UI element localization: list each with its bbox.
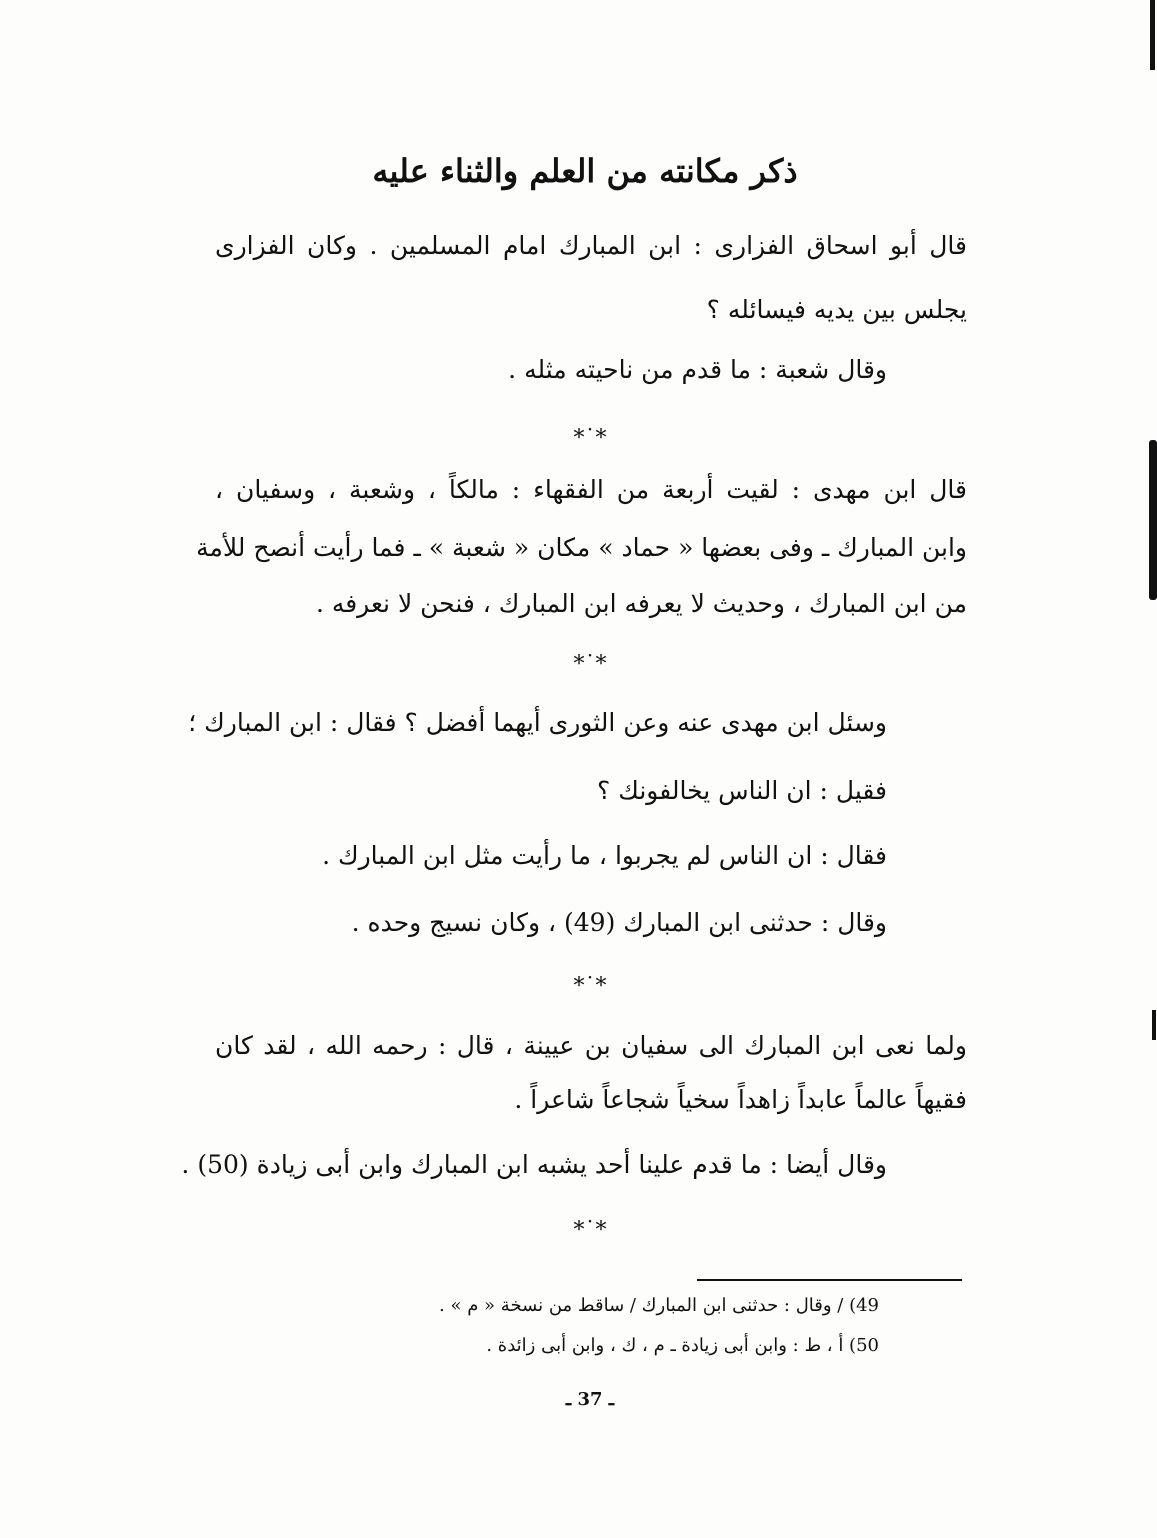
page-number: ـ 37 ـ [565, 1389, 615, 1410]
paragraph-line: فقال : ان الناس لم يجربوا ، ما رأيت مثل ابن المبارك . [322, 841, 887, 870]
footnote-divider [697, 1279, 962, 1281]
paragraph-line: من ابن المبارك ، وحديث لا يعرفه ابن المبارك ، فنحن لا نعرفه . [315, 589, 967, 618]
paragraph-line: وقال : حدثنى ابن المبارك (49) ، وكان نسيج وحده . [351, 908, 887, 937]
scan-edge-mark-top [1150, 0, 1155, 70]
paragraph-line: قال ابن مهدى : لقيت أربعة من الفقهاء : مالكاً ، وشعبة ، وسفيان ، [215, 475, 967, 504]
scan-edge-mark-middle [1149, 440, 1157, 600]
section-separator-asterism: *˙* [573, 652, 607, 677]
paragraph-line: قال أبو اسحاق الفزارى : ابن المبارك امام المسلمين . وكان الفزارى [215, 231, 967, 260]
paragraph-line: ولما نعى ابن المبارك الى سفيان بن عيينة ، قال : رحمه الله ، لقد كان [215, 1031, 967, 1060]
paragraph-line: وقال أيضا : ما قدم علينا أحد يشبه ابن المبارك وابن أبى زيادة (50) . [181, 1150, 887, 1179]
chapter-heading: ذكر مكانته من العلم والثناء عليه [372, 152, 798, 190]
footnote: 49) / وقال : حدثنى ابن المبارك / ساقط من نسخة « م » . [439, 1295, 879, 1316]
paragraph-line: وابن المبارك ـ وفى بعضها « حماد » مكان « شعبة » ـ فما رأيت أنصح للأمة [196, 533, 967, 562]
paragraph-line: يجلس بين يديه فيسائله ؟ [706, 295, 967, 324]
paragraph-line: وقال شعبة : ما قدم من ناحيته مثله . [508, 355, 887, 384]
section-separator-asterism: *˙* [573, 1218, 607, 1243]
footnote: 50) أ ، ط : وابن أبى زيادة ـ م ، ك ، وابن أبى زائدة . [486, 1335, 879, 1356]
paragraph-line: فقيل : ان الناس يخالفونك ؟ [597, 776, 887, 805]
section-separator-asterism: *˙* [573, 426, 607, 451]
paragraph-line: وسئل ابن مهدى عنه وعن الثورى أيهما أفضل ؟ فقال : ابن المبارك ؛ [188, 708, 887, 737]
section-separator-asterism: *˙* [573, 974, 607, 999]
scan-edge-mark-lower [1152, 1010, 1156, 1040]
paragraph-line: فقيهاً عالماً عابداً زاهداً سخياً شجاعاً شاعراً . [514, 1085, 967, 1114]
